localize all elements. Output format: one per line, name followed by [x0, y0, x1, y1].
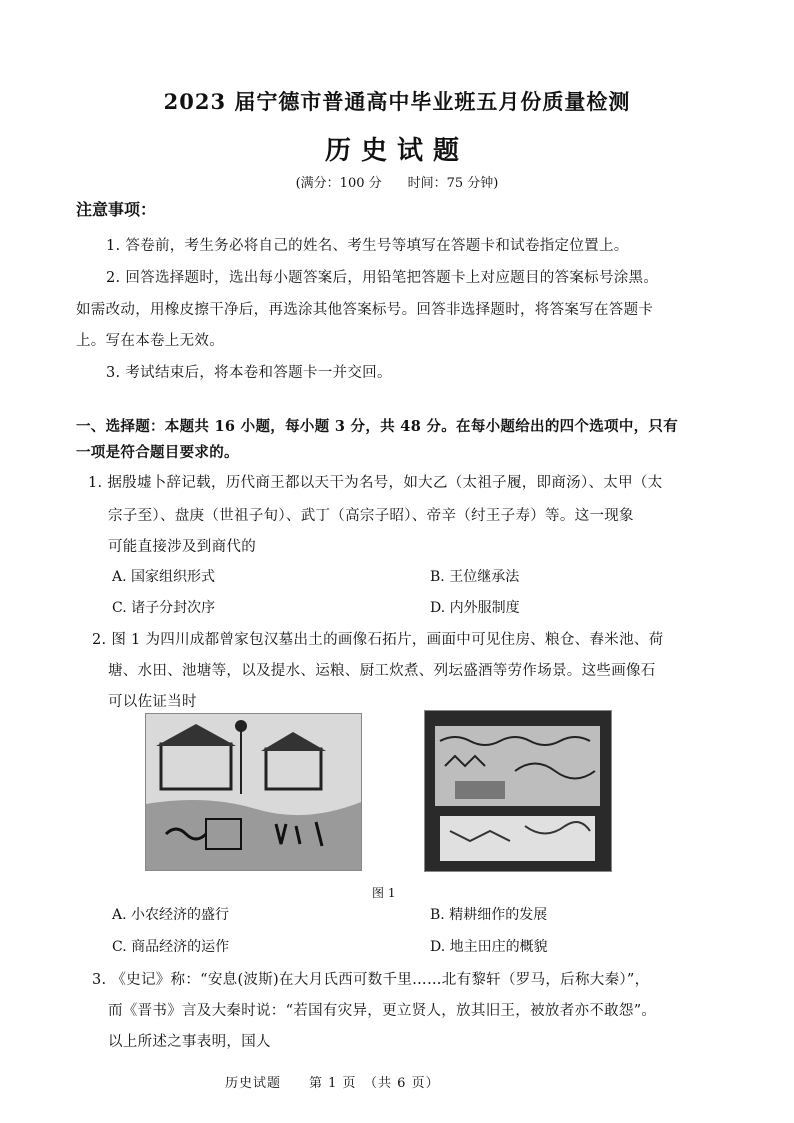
rubbing-image-right [424, 710, 612, 872]
question-1-text: 1. 据殷墟卜辞记载，历代商王都以天干为名号，如大乙（太祖子履，即商汤）、太甲（太 [88, 475, 663, 491]
figure-caption: 图 1 [372, 886, 396, 900]
question-3-text: 3. 《史记》称：“安息(波斯)在大月氏西可数千里……北有黎轩（罗马，后称大秦）”， [92, 972, 650, 988]
option-d: D. 地主田庄的概貌 [430, 939, 548, 955]
section-heading: 一、选择题：本题共 16 小题，每小题 3 分，共 48 分。在每小题给出的四个选项中，只有 [76, 418, 679, 435]
notice-line: 3. 考试结束后，将本卷和答题卡一并交回。 [106, 365, 392, 381]
question-1-text: 可能直接涉及到商代的 [108, 539, 256, 555]
notice-heading: 注意事项： [76, 200, 157, 219]
score-time-info: (满分：100 分 时间：75 分钟) [295, 176, 499, 191]
page-footer: 历史试题 第 1 页 （共 6 页） [225, 1076, 440, 1091]
question-3-text: 以上所述之事表明，国人 [108, 1034, 271, 1050]
rubbing-image-left [145, 713, 362, 871]
subject-title: 历史试题 [324, 136, 469, 166]
question-3-text: 而《晋书》言及大秦时说：“若国有灾异，更立贤人，放其旧王，被放者亦不敢怨”。 [108, 1003, 657, 1019]
option-b: B. 精耕细作的发展 [430, 907, 548, 923]
question-2-text: 2. 图 1 为四川成都曾家包汉墓出土的画像石拓片，画面中可见住房、粮仓、舂米池、荷 [92, 632, 664, 648]
option-b: B. 王位继承法 [430, 569, 520, 585]
exam-title: 2023 届宁德市普通高中毕业班五月份质量检测 [163, 89, 631, 114]
option-a: A. 国家组织形式 [112, 569, 216, 585]
option-d: D. 内外服制度 [430, 600, 520, 616]
option-c: C. 商品经济的运作 [112, 939, 230, 955]
question-1-text: 宗子至）、盘庚（世祖子旬）、武丁（高宗子昭）、帝辛（纣王子寿）等。这一现象 [108, 508, 634, 524]
option-c: C. 诸子分封次序 [112, 600, 216, 616]
option-a: A. 小农经济的盛行 [112, 907, 230, 923]
notice-line: 2. 回答选择题时，选出每小题答案后，用铅笔把答题卡上对应题目的答案标号涂黑。 [106, 270, 659, 286]
notice-line: 如需改动，用橡皮擦干净后，再选涂其他答案标号。回答非选择题时，将答案写在答题卡 [76, 302, 654, 318]
question-2-text: 塘、水田、池塘等，以及提水、运粮、厨工炊煮、列坛盛酒等劳作场景。这些画像石 [108, 663, 656, 679]
notice-line: 上。写在本卷上无效。 [76, 333, 224, 349]
section-heading: 一项是符合题目要求的。 [76, 444, 239, 461]
notice-line: 1. 答卷前，考生务必将自己的姓名、考生号等填写在答题卡和试卷指定位置上。 [106, 238, 629, 254]
question-2-text: 可以佐证当时 [108, 694, 197, 710]
